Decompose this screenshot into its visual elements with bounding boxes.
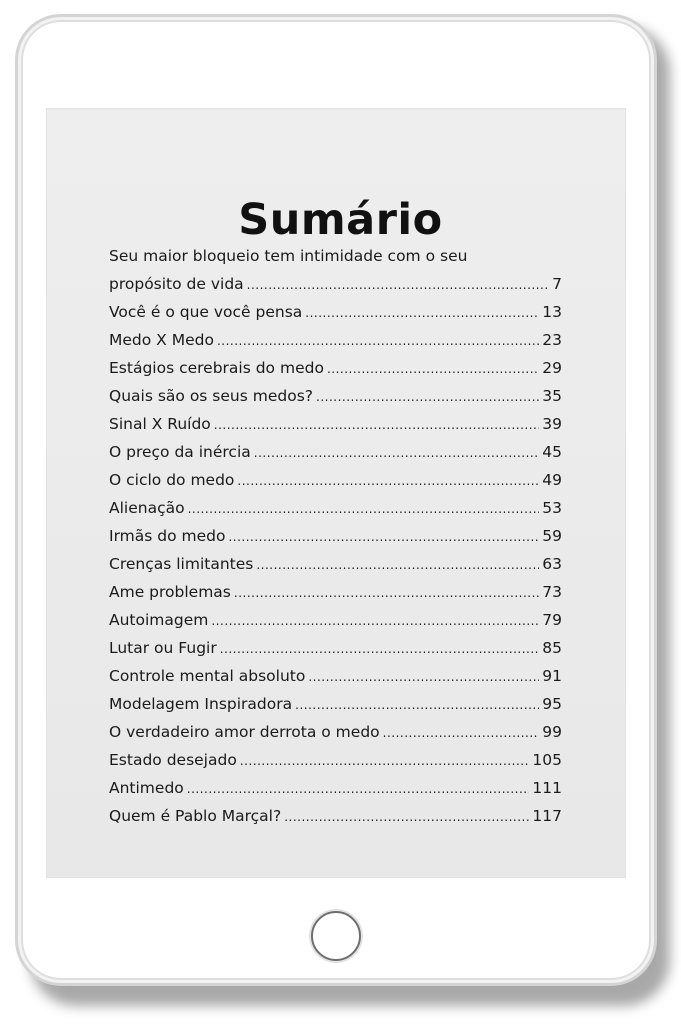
toc-entry-label: Estado desejado: [109, 751, 237, 769]
toc-entry[interactable]: [109, 382, 562, 410]
toc-entry-page: 95: [542, 695, 562, 713]
toc-leader-dots: [284, 803, 529, 831]
page-title: Sumário: [238, 194, 443, 245]
toc-leader-dots: [247, 271, 549, 299]
table-of-contents: [109, 242, 562, 830]
toc-entry[interactable]: [109, 690, 562, 718]
toc-entry-label: Alienação: [109, 499, 185, 517]
toc-entry[interactable]: [109, 578, 562, 606]
toc-entry-label: Antimedo: [109, 779, 184, 797]
toc-leader-dots: [211, 607, 539, 635]
toc-entry-first-line: Seu maior bloqueio tem intimidade com o seu: [109, 247, 468, 265]
toc-leader-dots: [295, 691, 539, 719]
home-button[interactable]: [311, 911, 361, 961]
toc-leader-dots: [240, 747, 530, 775]
toc-entry-label: Ame problemas: [109, 583, 231, 601]
toc-entry-label: Medo X Medo: [109, 331, 214, 349]
toc-leader-dots: [256, 551, 539, 579]
toc-entry-page: 53: [542, 499, 562, 517]
toc-leader-dots: [305, 299, 539, 327]
toc-entry-label: propósito de vida: [109, 275, 244, 293]
toc-entry-page: 35: [542, 387, 562, 405]
toc-entry-page: 79: [542, 611, 562, 629]
toc-leader-dots: [188, 495, 540, 523]
toc-entry-page: 29: [542, 359, 562, 377]
toc-entry-page: 39: [542, 415, 562, 433]
toc-leader-dots: [228, 523, 539, 551]
toc-entry-label: Autoimagem: [109, 611, 209, 629]
toc-entry[interactable]: [109, 746, 562, 774]
toc-entry-page: 105: [532, 751, 562, 769]
toc-entry-label: Controle mental absoluto: [109, 667, 306, 685]
toc-entry-label: Crenças limitantes: [109, 555, 254, 573]
toc-entry[interactable]: [109, 354, 562, 382]
toc-entry-page: 73: [542, 583, 562, 601]
toc-entry-page: 117: [532, 807, 562, 825]
toc-entry-label: Irmãs do medo: [109, 527, 226, 545]
toc-entry-label: Quem é Pablo Marçal?: [109, 807, 282, 825]
toc-entry[interactable]: [109, 774, 562, 802]
toc-leader-dots: [254, 439, 540, 467]
toc-leader-dots: [237, 467, 539, 495]
toc-entry-page: 23: [542, 331, 562, 349]
toc-entry-page: 111: [532, 779, 562, 797]
toc-entry[interactable]: [109, 522, 562, 550]
toc-entry[interactable]: [109, 326, 562, 354]
toc-entry-page: 59: [542, 527, 562, 545]
toc-entry[interactable]: [109, 438, 562, 466]
toc-entry-label: Lutar ou Fugir: [109, 639, 217, 657]
toc-entry-page: 13: [542, 303, 562, 321]
toc-entry-label: O verdadeiro amor derrota o medo: [109, 723, 380, 741]
toc-entry-page: 63: [542, 555, 562, 573]
toc-leader-dots: [214, 411, 539, 439]
toc-leader-dots: [217, 327, 539, 355]
toc-leader-dots: [234, 579, 539, 607]
toc-leader-dots: [316, 383, 539, 411]
toc-entry[interactable]: [109, 662, 562, 690]
toc-entry-label: Estágios cerebrais do medo: [109, 359, 324, 377]
toc-entry-page: 85: [542, 639, 562, 657]
toc-leader-dots: [327, 355, 539, 383]
toc-entry[interactable]: [109, 606, 562, 634]
toc-entry[interactable]: [109, 270, 562, 298]
toc-entry[interactable]: [109, 466, 562, 494]
toc-entry-page: 45: [542, 443, 562, 461]
toc-entry-page: 99: [542, 723, 562, 741]
toc-entry-label: Modelagem Inspiradora: [109, 695, 293, 713]
toc-leader-dots: [383, 719, 540, 747]
toc-entry-label: Você é o que você pensa: [109, 303, 303, 321]
toc-entry[interactable]: [109, 494, 562, 522]
toc-entry-label: Quais são os seus medos?: [109, 387, 313, 405]
toc-entry[interactable]: [109, 718, 562, 746]
toc-entry[interactable]: [109, 550, 562, 578]
toc-leader-dots: [220, 635, 540, 663]
toc-leader-dots: [187, 775, 530, 803]
toc-entry[interactable]: [109, 634, 562, 662]
toc-entry-label: O preço da inércia: [109, 443, 251, 461]
toc-entry-page: 91: [542, 667, 562, 685]
toc-entry[interactable]: [109, 410, 562, 438]
toc-leader-dots: [308, 663, 539, 691]
toc-entry-label: Sinal X Ruído: [109, 415, 211, 433]
toc-entry[interactable]: [109, 298, 562, 326]
toc-entry[interactable]: [109, 802, 562, 830]
toc-entry-page: 49: [542, 471, 562, 489]
toc-entry-label: O ciclo do medo: [109, 471, 235, 489]
toc-entry-page: 7: [552, 275, 562, 293]
